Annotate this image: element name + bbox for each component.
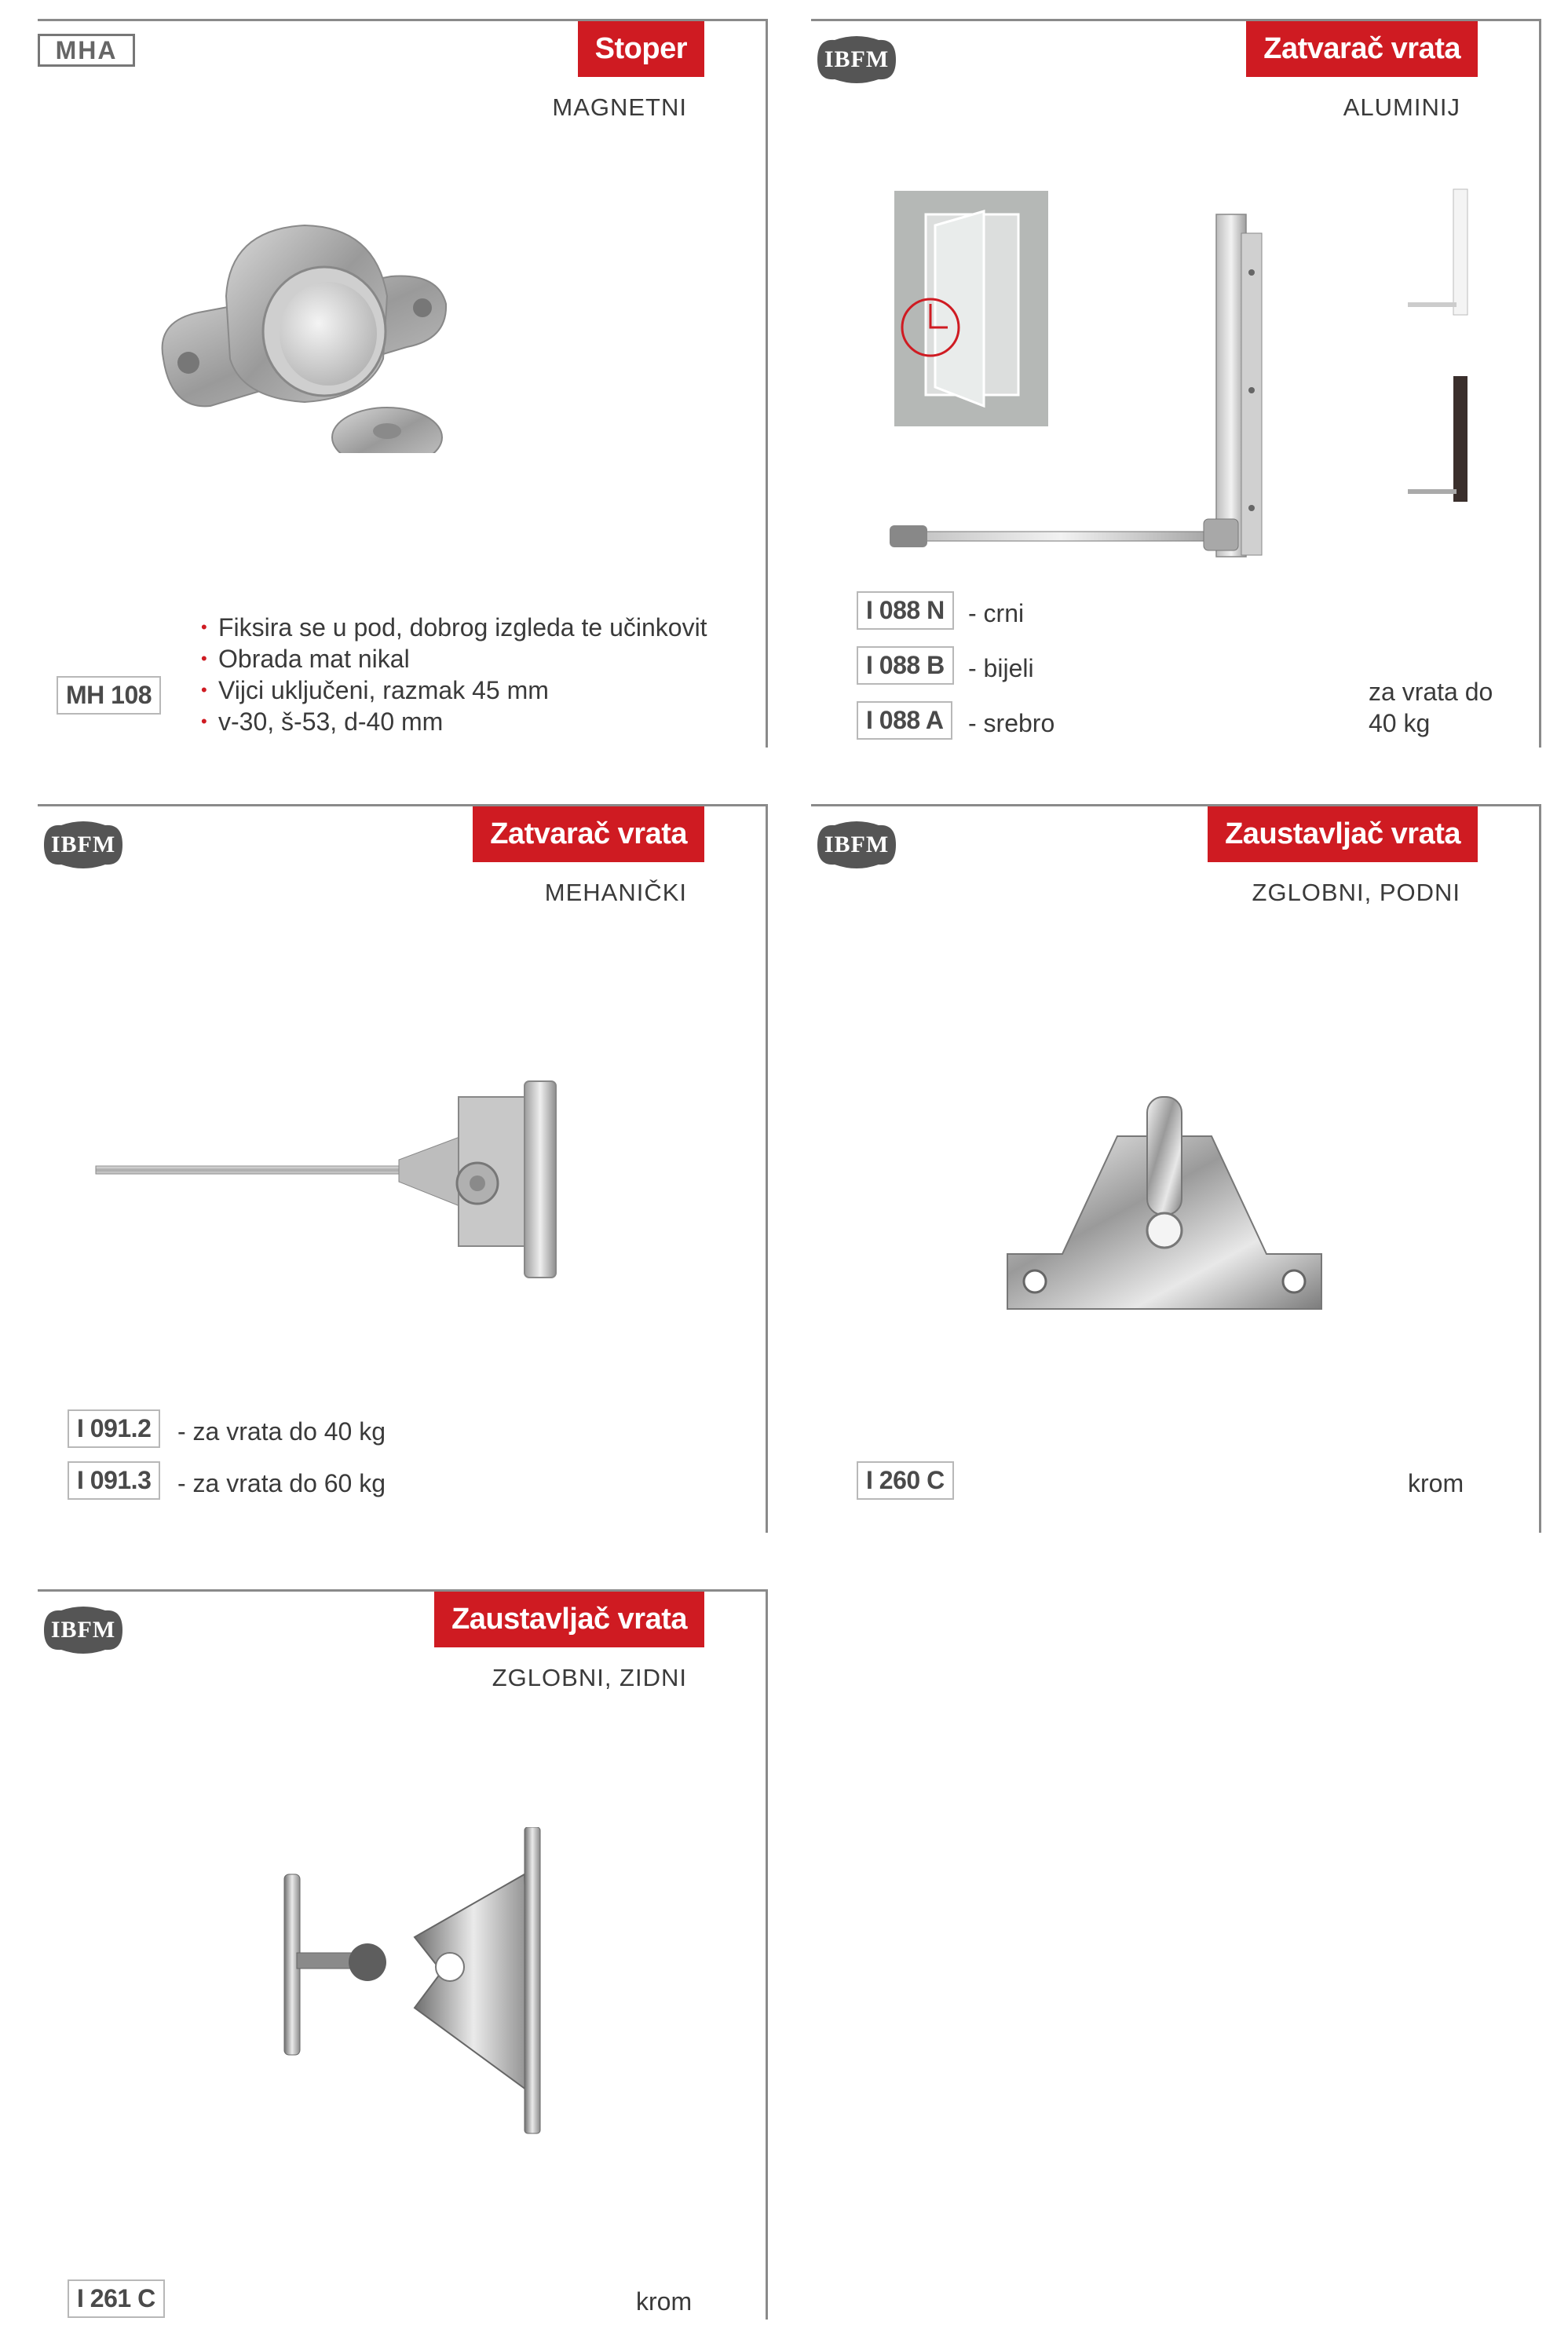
feature-list [201, 612, 707, 737]
variant-code: I 091.2 [68, 1409, 160, 1448]
feature-item: • Vijci uključeni, razmak 45 mm [201, 676, 549, 704]
ibfm-logo: IBFM [811, 819, 902, 871]
weight-note: za vrata do [1369, 678, 1493, 706]
category-label: Stoper [578, 21, 704, 77]
category-label: Zaustavljač vrata [434, 1592, 704, 1647]
feature-item: • Fiksira se u pod, dobrog izgleda te učinkovit [201, 613, 707, 642]
variant-code: I 088 B [857, 646, 954, 685]
mechanical-door-closer-image [93, 1066, 611, 1285]
category-label: Zatvarač vrata [1246, 21, 1478, 77]
variant-desc: - crni [968, 599, 1025, 627]
subcategory-label: MAGNETNI [552, 93, 687, 121]
weight-note: 40 kg [1369, 709, 1431, 737]
variant-code: I 091.3 [68, 1461, 160, 1500]
product-card-i088 [811, 19, 1541, 748]
feature-item: • v-30, š-53, d-40 mm [201, 707, 444, 736]
finish-label: krom [636, 2287, 693, 2316]
product-card-i261c [38, 1589, 768, 2320]
variant-code: I 088 A [857, 701, 952, 740]
product-code: MH 108 [57, 676, 161, 715]
product-code: I 261 C [68, 2279, 165, 2318]
ibfm-logo: IBFM [38, 1604, 129, 1656]
variant-desc: - bijeli [968, 654, 1034, 682]
subcategory-label: ZGLOBNI, PODNI [1252, 879, 1460, 906]
wall-hinged-door-stop-image [242, 1827, 587, 2141]
category-label: Zaustavljač vrata [1208, 806, 1478, 862]
product-card-i260c [811, 804, 1541, 1533]
product-card-mh108 [38, 19, 768, 748]
feature-item: • Obrada mat nikal [201, 645, 410, 673]
variant-desc: - srebro [968, 709, 1055, 737]
mha-logo: MHA [38, 34, 135, 67]
subcategory-label: MEHANIČKI [544, 879, 687, 906]
finish-label: krom [1408, 1469, 1464, 1497]
variant-desc: - za vrata do 40 kg [177, 1417, 386, 1446]
ibfm-logo: IBFM [38, 819, 129, 871]
product-code: I 260 C [857, 1461, 954, 1500]
magnetic-door-stopper-image [155, 202, 470, 453]
subcategory-label: ZGLOBNI, ZIDNI [492, 1664, 687, 1691]
floor-hinged-door-stop-image [1000, 1089, 1329, 1325]
aluminium-door-closer-image [890, 170, 1518, 579]
ibfm-logo: IBFM [811, 34, 902, 86]
product-card-i091 [38, 804, 768, 1533]
category-label: Zatvarač vrata [473, 806, 704, 862]
variant-desc: - za vrata do 60 kg [177, 1469, 386, 1497]
subcategory-label: ALUMINIJ [1343, 93, 1460, 121]
variant-code: I 088 N [857, 591, 954, 630]
